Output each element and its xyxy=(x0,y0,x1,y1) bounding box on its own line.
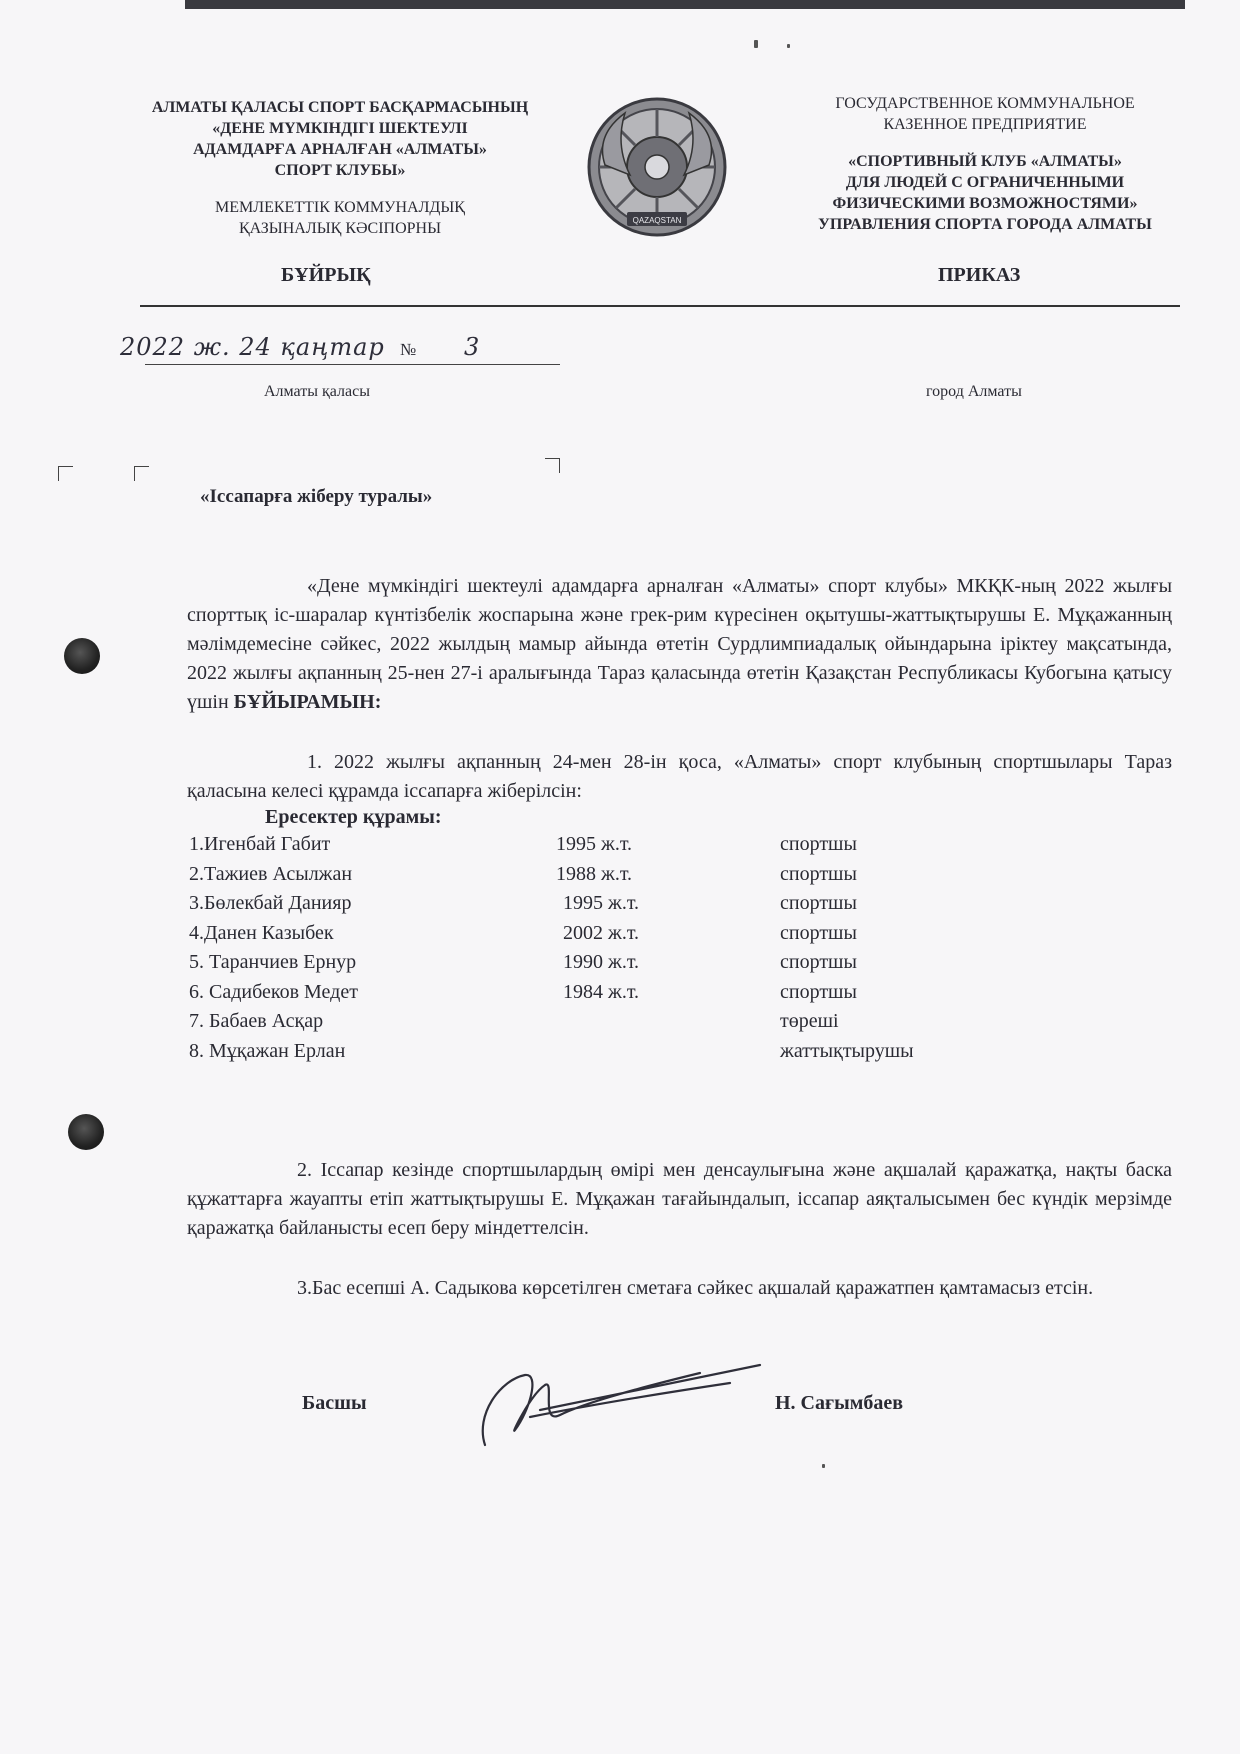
roster-name: 3.Бөлекбай Данияр xyxy=(189,892,352,914)
roster-name: 6. Садибеков Медет xyxy=(189,980,358,1003)
roster-year: 2002 ж.т. xyxy=(563,921,640,944)
org-type-ru-line2: КАЗЕННОЕ ПРЕДПРИЯТИЕ xyxy=(883,116,1087,133)
point-3: 3.Бас есепші А. Садыкова көрсетілген сметаға сәйкес ақшалай қаражатпен қамтамасыз етсін. xyxy=(297,1277,1094,1299)
scan-top-edge xyxy=(185,0,1185,9)
org-type-kz-line1: МЕМЛЕКЕТТІК КОММУНАЛДЫҚ xyxy=(215,199,465,216)
roster-name: 7. Бабаев Асқар xyxy=(189,1010,324,1032)
org-name-ru-line3: ФИЗИЧЕСКИМИ ВОЗМОЖНОСТЯМИ» xyxy=(832,195,1138,212)
roster-role: спортшы xyxy=(780,833,857,855)
order-number-label: № xyxy=(400,340,417,359)
roster-year: 1995 ж.т. xyxy=(556,833,633,855)
org-name-ru-line4: УПРАВЛЕНИЯ СПОРТА ГОРОДА АЛМАТЫ xyxy=(818,216,1152,233)
roster-role: жаттықтырушы xyxy=(780,1039,914,1062)
roster-role: төреші xyxy=(780,1010,839,1032)
roster-name: 4.Данен Казыбек xyxy=(189,921,334,944)
corner-mark xyxy=(58,466,73,481)
scan-speck xyxy=(787,44,790,48)
roster-role: спортшы xyxy=(780,892,857,914)
roster-year: 1988 ж.т. xyxy=(556,862,633,885)
punch-hole-icon xyxy=(64,638,100,674)
order-title: «Іссапарға жіберу туралы» xyxy=(200,486,433,507)
roster-year: 1995 ж.т. xyxy=(563,892,640,914)
corner-mark xyxy=(545,458,560,473)
roster-year: 1984 ж.т. xyxy=(563,980,640,1003)
punch-hole-icon xyxy=(68,1114,104,1150)
org-name-kz-line4: СПОРТ КЛУБЫ» xyxy=(274,162,406,179)
roster-name: 5. Таранчиев Ернур xyxy=(189,951,357,973)
org-name-kz-line1: АЛМАТЫ ҚАЛАСЫ СПОРТ БАСҚАРМАСЫНЫҢ xyxy=(151,99,529,116)
doc-type-ru: ПРИКАЗ xyxy=(938,264,1021,286)
roster-role: спортшы xyxy=(780,921,857,944)
order-number-handwritten: 3 xyxy=(464,333,481,361)
corner-mark xyxy=(134,466,149,481)
preamble-paragraph xyxy=(187,572,1172,717)
point-1: 1. 2022 жылғы ақпанның 24-мен 28-ін қоса, «Алматы» спорт клубының спортшылары Тараз қаласына келесі құрамда іссапарға жіберілсін: xyxy=(187,751,1172,802)
org-name-kz-line3: АДАМДАРҒА АРНАЛҒАН «АЛМАТЫ» xyxy=(193,141,487,158)
header-divider xyxy=(140,305,1180,307)
doc-type-kz: БҰЙРЫҚ xyxy=(281,264,371,286)
org-name-ru-line1: «СПОРТИВНЫЙ КЛУБ «АЛМАТЫ» xyxy=(848,153,1122,170)
state-emblem-icon xyxy=(585,95,730,245)
scan-speck xyxy=(754,40,758,48)
point-2: 2. Іссапар кезінде спортшылардың өмірі мен денсаулығына және ақшалай қаражатқа, нақты баска құжаттарға жауапты етіп жаттықтырушы Е. Мұқажан тағайындалып, іссапар аяқталысымен бес күндік мерзімде қаражатқа байланысты есеп беру міндеттелсін. xyxy=(187,1159,1172,1239)
preamble-text: «Дене мүмкіндігі шектеулі адамдарға арналған «Алматы» спорт клубы» МКҚК-ның 2022 жылғы спорттық іс-шаралар күнтізбелік жоспарына және грек-рим күресінен оқытушы-жаттықтырушы Е. Мұқажанның мәлімдемесіне сәйкес, 2022 жылдың мамыр айында өтетін Сурдлимпиадалық ойындарына іріктеу мақсатында, 2022 жылғы ақпанның 25-нен 27-і аралығында Тараз қаласында өтетін Қазақстан Республикасы Кубогына қатысу үшін xyxy=(187,575,1172,713)
preamble-order-word: БҰЙЫРАМЫН: xyxy=(233,691,382,713)
roster-role: спортшы xyxy=(780,951,857,973)
roster-name: 2.Тажиев Асылжан xyxy=(189,862,353,885)
handwritten-signature xyxy=(470,1355,770,1455)
roster-role: спортшы xyxy=(780,862,857,885)
signatory-name: Н. Сағымбаев xyxy=(775,1392,903,1414)
roster-name: 8. Мұқажан Ерлан xyxy=(189,1039,346,1062)
roster-year: 1990 ж.т. xyxy=(563,951,640,973)
city-ru: город Алматы xyxy=(926,383,1022,400)
order-date-handwritten: 2022 ж. 24 қаңтар xyxy=(120,333,385,361)
date-underline xyxy=(145,364,560,365)
org-name-kz-line2: «ДЕНЕ МҮМКІНДІГІ ШЕКТЕУЛІ xyxy=(212,120,468,137)
header-right xyxy=(790,93,1180,235)
org-type-ru-line1: ГОСУДАРСТВЕННОЕ КОММУНАЛЬНОЕ xyxy=(835,95,1135,112)
city-kz: Алматы қаласы xyxy=(264,383,370,400)
signatory-position: Басшы xyxy=(302,1392,367,1414)
roster-role: спортшы xyxy=(780,980,857,1003)
header-left xyxy=(110,97,570,239)
scan-speck xyxy=(822,1464,825,1468)
org-type-kz-line2: ҚАЗЫНАЛЫҚ КӘСІПОРНЫ xyxy=(238,220,442,237)
composition-heading: Ересектер құрамы: xyxy=(265,806,442,828)
emblem-text: QAZAQSTAN xyxy=(632,216,682,225)
org-name-ru-line2: ДЛЯ ЛЮДЕЙ С ОГРАНИЧЕННЫМИ xyxy=(845,174,1125,191)
roster-name: 1.Игенбай Габит xyxy=(189,833,331,855)
